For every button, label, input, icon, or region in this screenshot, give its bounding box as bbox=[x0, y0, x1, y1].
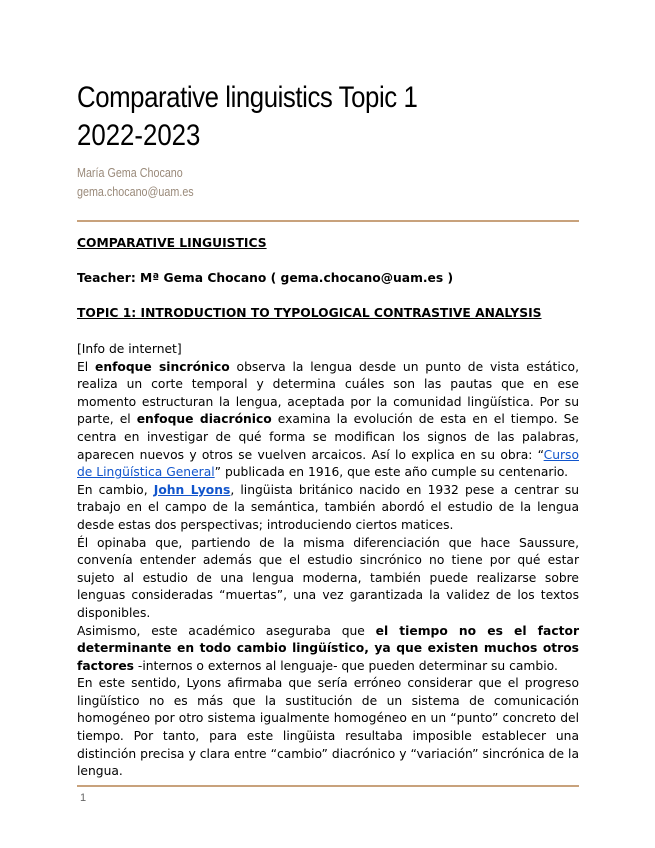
course-heading: COMPARATIVE LINGUISTICS bbox=[77, 236, 267, 250]
header-divider bbox=[77, 220, 579, 222]
text-span: observa la lengua desde un punto de vista estático, realiza un corte temporal y determina cuáles son las pautas que en ese momento estructuran la lengua, aceptada por la comunidad lingüística. Por su parte, el bbox=[77, 359, 579, 427]
topic-heading: TOPIC 1: INTRODUCTION TO TYPOLOGICAL CONTRASTIVE ANALYSIS bbox=[77, 306, 542, 320]
body-text bbox=[77, 341, 579, 781]
bold-term-diachronic: enfoque diacrónico bbox=[136, 412, 272, 427]
bold-statement: el tiempo no es el factor determinante en todo cambio lingüístico, ya que existen muchos otros factores bbox=[77, 623, 580, 673]
text-span: En cambio, bbox=[77, 482, 154, 497]
paragraph-5: En este sentido, Lyons afirmaba que sería erróneo considerar que el progreso lingüístico no es más que la sustitución de un sistema de comunicación homogéneo por otro sistema igualmente homogéneo en un “punto” concreto del tiempo. Por tanto, para este lingüista resultaba imposible establecer una distinción precisa y clara entre “cambio” diacrónico y “variación” sincrónica de la lengua. bbox=[77, 676, 579, 779]
paragraph-2 bbox=[77, 482, 579, 535]
page-number: 1 bbox=[80, 792, 87, 804]
footer-divider bbox=[77, 785, 579, 787]
source-note: [Info de internet] bbox=[77, 342, 182, 356]
paragraph-3: Él opinaba que, partiendo de la misma diferenciación que hace Saussure, convenía entender además que el estudio sincrónico no tiene por qué estar sujeto al estudio de una lengua moderna, también puede realizarse sobre lenguas consideradas “muertas”, una vez garantizada la validez de los textos disponibles. bbox=[77, 535, 579, 620]
paragraph-1 bbox=[77, 359, 579, 482]
text-span: -internos o externos al lenguaje- que pueden determinar su cambio. bbox=[134, 658, 558, 673]
teacher-heading: Teacher: Mª Gema Chocano ( gema.chocano@uam.es ) bbox=[77, 271, 454, 285]
document-title: Comparative linguistics Topic 1 bbox=[77, 81, 418, 114]
text-span: ” publicada en 1916, que este año cumple su centenario. bbox=[214, 465, 569, 480]
paragraph-4 bbox=[77, 623, 579, 676]
document-year: 2022-2023 bbox=[77, 119, 201, 152]
text-span: Asimismo, este académico aseguraba que bbox=[77, 623, 376, 638]
author-email: gema.chocano@uam.es bbox=[77, 185, 194, 199]
text-span: El bbox=[77, 359, 95, 374]
link-john-lyons[interactable]: John Lyons bbox=[153, 482, 231, 497]
text-span: , lingüista británico nacido en 1932 pese a centrar su trabajo en el campo de la semántica, también abordó el estudio de la lengua desde estas dos perspectivas; introduciendo ciertos matices. bbox=[77, 482, 580, 532]
author-name: María Gema Chocano bbox=[77, 166, 183, 180]
link-curso-linguistica[interactable]: Curso de Lingüística General bbox=[77, 447, 579, 480]
text-span: examina la evolución de esta en el tiempo. Se centra en investigar de qué forma se modifican los signos de las palabras, aparecen nuevos y otros se vuelven arcaicos. Así lo explica en su obra: “ bbox=[77, 412, 579, 462]
bold-term-synchronic: enfoque sincrónico bbox=[94, 359, 230, 374]
